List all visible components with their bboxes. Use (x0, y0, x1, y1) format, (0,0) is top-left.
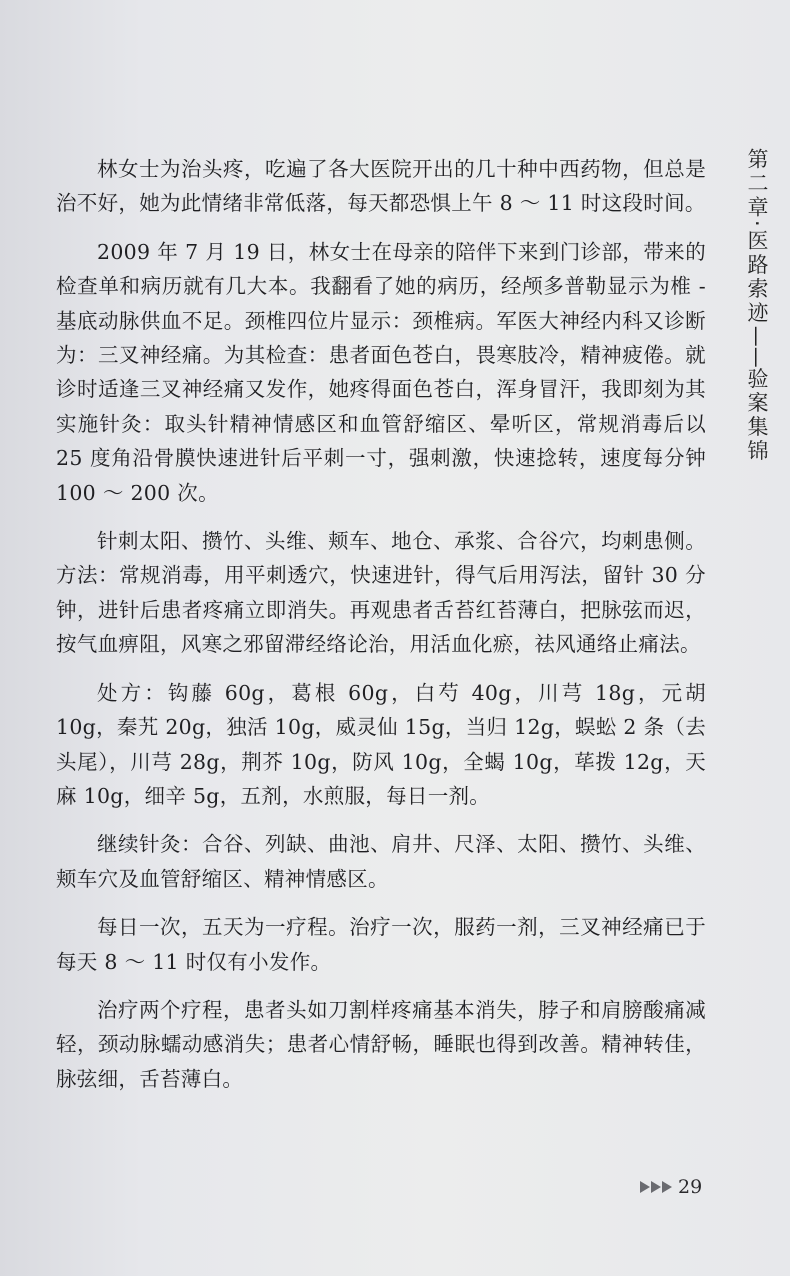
chapter-separator: · (745, 220, 769, 230)
page-number: 29 (678, 1176, 703, 1198)
body-text (56, 152, 706, 1110)
paragraph-5: 继续针灸：合谷、列缺、曲池、肩井、尺泽、太阳、攒竹、头维、颊车穴及血管舒缩区、精神情感区。 (56, 832, 706, 891)
page-footer (640, 1176, 702, 1198)
book-subtitle: 验案集锦 (745, 367, 769, 464)
paragraph-2: 2009 年 7 月 19 日，林女士在母亲的陪伴下来到门诊部，带来的检查单和病历就有几大本。我翻看了她的病历，经颅多普勒显示为椎 - 基底动脉供血不足。颈椎四位片显示：颈椎病。军医大神经内科又诊断为：三叉神经痛。为其检查：患者面色苍白，畏寒肢冷，精神疲倦。就诊时适逢三叉神经痛又发作，她疼得面色苍白，浑身冒汗，我即刻为其实施针灸：取头针精神情感区和血管舒缩区、晕听区，常规消毒后以 25 度角沿骨膜快速进针后平刺一寸，强刺激，快速捻转，速度每分钟 100 ～ 200 次。 (56, 239, 706, 505)
running-header (738, 148, 772, 464)
paragraph-1: 林女士为治头疼，吃遍了各大医院开出的几十种中西药物，但总是治不好，她为此情绪非常低落，每天都恐惧上午 8 ～ 11 时这段时间。 (56, 157, 706, 216)
paragraph-6: 每日一次，五天为一疗程。治疗一次，服药一剂，三叉神经痛已于每天 8 ～ 11 时仅有小发作。 (56, 915, 706, 974)
title-dash: —— (745, 325, 769, 368)
paragraph-7: 治疗两个疗程，患者头如刀割样疼痛基本消失，脖子和肩膀酸痛减轻，颈动脉蠕动感消失；患者心情舒畅，睡眠也得到改善。精神转佳，脉弦细，舌苔薄白。 (56, 997, 706, 1091)
paragraph-3: 针刺太阳、攒竹、头维、颊车、地仓、承浆、合谷穴，均刺患侧。方法：常规消毒，用平刺透穴，快速进针，得气后用泻法，留针 30 分钟，进针后患者疼痛立即消失。再观患者舌苔红苔薄白，把脉弦而迟，按气血痹阻，风寒之邪留滞经络论治，用活血化瘀，祛风通络止痛法。 (56, 529, 706, 657)
triple-right-arrow-icon (640, 1181, 672, 1193)
paragraph-4: 处方：钩藤 60g，葛根 60g，白芍 40g，川芎 18g，元胡 10g，秦艽 20g，独活 10g，威灵仙 15g，当归 12g，蜈蚣 2 条（去头尾），川芎 28g，荆芥 10g，防风 10g，全蝎 10g，荜拨 12g，天麻 10g，细辛 5g，五剂，水煎服，每日一剂。 (56, 680, 706, 808)
chapter-label: 第二章 (745, 148, 769, 220)
book-title: 医路索迹 (745, 229, 769, 326)
